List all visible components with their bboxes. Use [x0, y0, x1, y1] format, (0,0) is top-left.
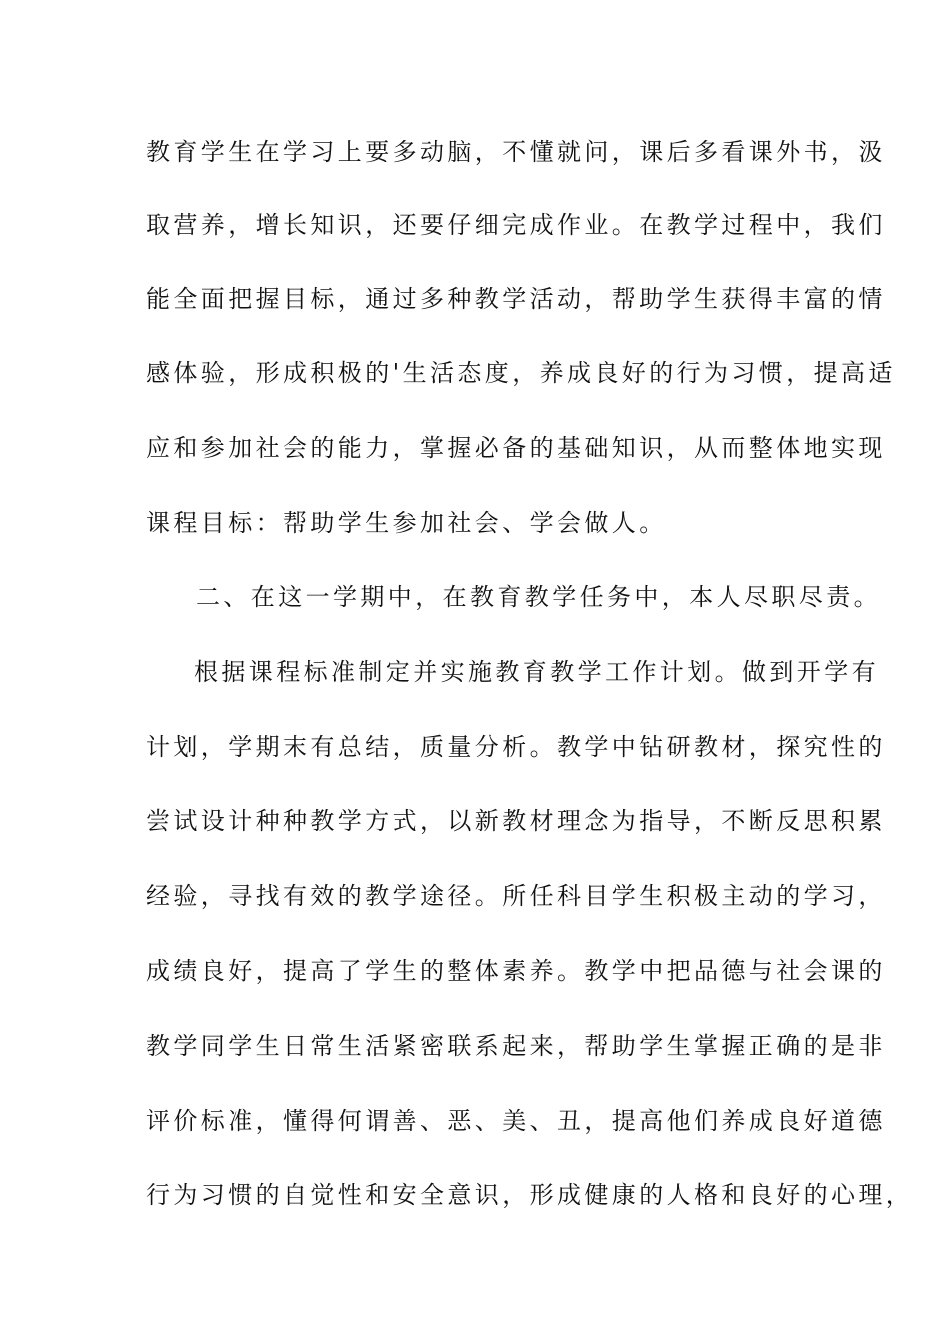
section-heading: 二、在这一学期中，在教育教学任务中，本人尽职尽责。 [196, 583, 881, 611]
paragraph-line: 经验，寻找有效的教学途径。所任科目学生积极主动的学习， [146, 882, 886, 910]
paragraph-line: 成绩良好，提高了学生的整体素养。教学中把品德与社会课的 [146, 957, 886, 985]
paragraph-line: 感体验，形成积极的'生活态度，养成良好的行为习惯，提高适 [146, 359, 896, 387]
paragraph-line: 行为习惯的自觉性和安全意识，形成健康的人格和良好的心理， [146, 1181, 914, 1209]
paragraph-line: 能全面把握目标，通过多种教学活动，帮助学生获得丰富的情 [146, 285, 886, 313]
paragraph-line: 课程目标：帮助学生参加社会、学会做人。 [146, 509, 667, 537]
paragraph-line: 应和参加社会的能力，掌握必备的基础知识，从而整体地实现 [146, 434, 886, 462]
paragraph-line: 计划，学期末有总结，质量分析。教学中钻研教材，探究性的 [146, 733, 886, 761]
paragraph-line: 根据课程标准制定并实施教育教学工作计划。做到开学有 [194, 658, 879, 686]
paragraph-line: 尝试设计种种教学方式，以新教材理念为指导，不断反思积累 [146, 807, 886, 835]
paragraph-line: 教学同学生日常生活紧密联系起来，帮助学生掌握正确的是非 [146, 1032, 886, 1060]
paragraph-line: 评价标准，懂得何谓善、恶、美、丑，提高他们养成良好道德 [146, 1107, 886, 1135]
paragraph-line: 取营养，增长知识，还要仔细完成作业。在教学过程中，我们 [146, 211, 886, 239]
paragraph-line: 教育学生在学习上要多动脑，不懂就问，课后多看课外书，汲 [146, 138, 886, 166]
